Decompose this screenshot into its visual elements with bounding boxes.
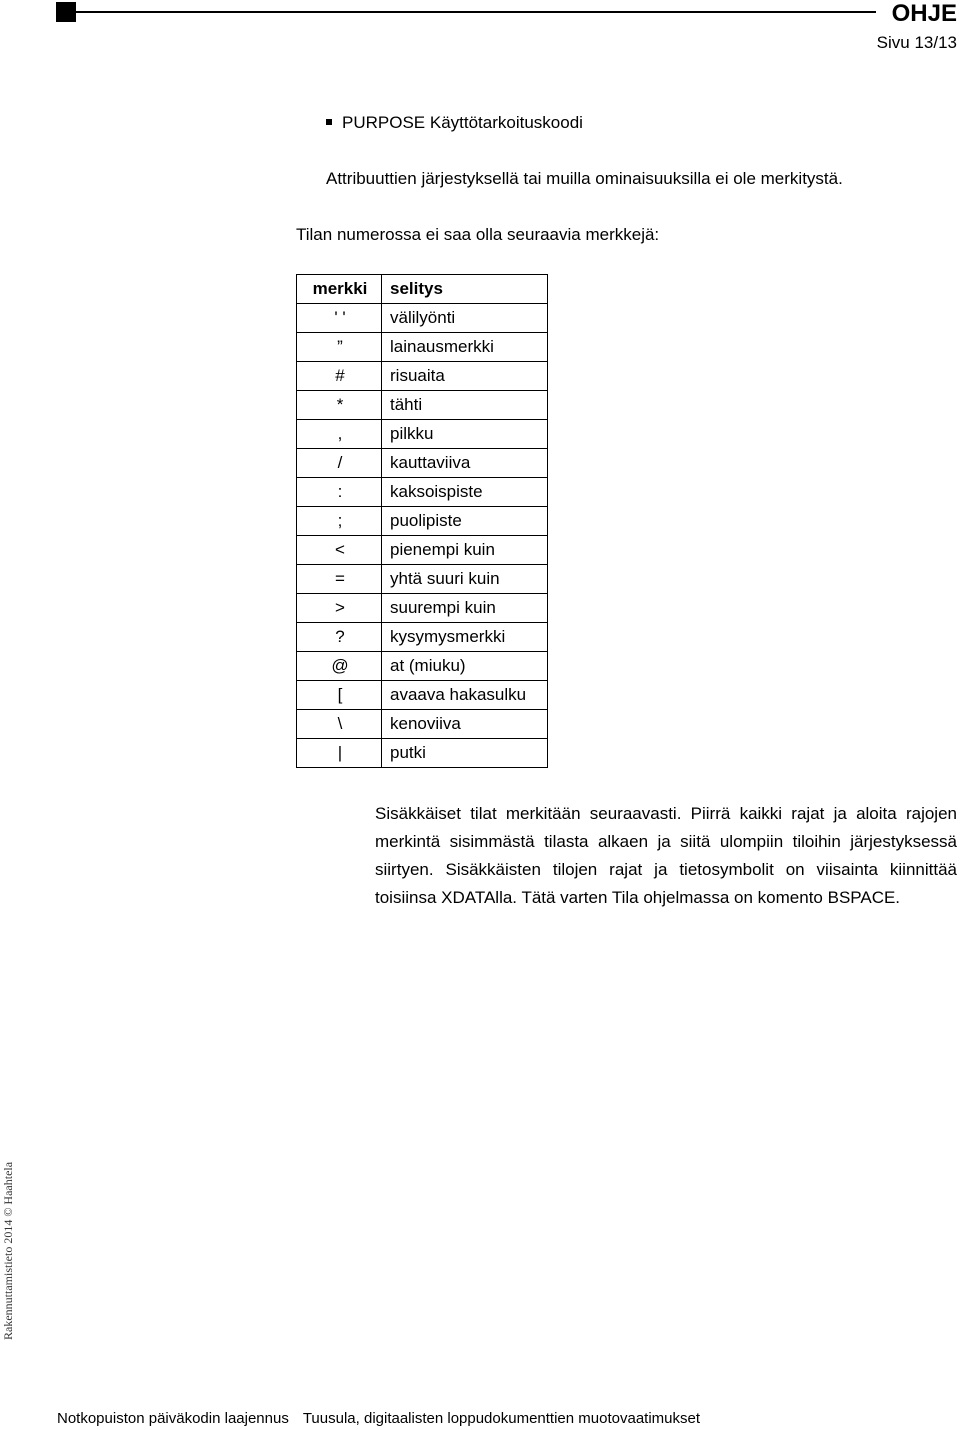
- description-cell: kaksoispiste: [382, 478, 548, 507]
- table-row: [297, 391, 548, 420]
- char-cell: ' ': [297, 304, 382, 333]
- table-row: [297, 739, 548, 768]
- char-cell: ,: [297, 420, 382, 449]
- table-row: [297, 594, 548, 623]
- description-cell: kysymysmerkki: [382, 623, 548, 652]
- table-header-row: [297, 275, 548, 304]
- attribute-order-note: Attribuuttien järjestyksellä tai muilla ominaisuuksilla ei ole merkitystä.: [326, 169, 843, 188]
- purpose-bullet: [326, 112, 583, 134]
- table-row: [297, 565, 548, 594]
- description-cell: pilkku: [382, 420, 548, 449]
- column-header-description: selitys: [382, 275, 548, 304]
- footer-project-name: Notkopuiston päiväkodin laajennus: [57, 1410, 289, 1427]
- forbidden-chars-intro: Tilan numerossa ei saa olla seuraavia merkkejä:: [296, 225, 660, 244]
- table-row: [297, 333, 548, 362]
- document-type: OHJE: [891, 0, 957, 27]
- char-cell: ?: [297, 623, 382, 652]
- description-cell: puolipiste: [382, 507, 548, 536]
- description-cell: at (miuku): [382, 652, 548, 681]
- description-cell: tähti: [382, 391, 548, 420]
- description-cell: avaava hakasulku: [382, 681, 548, 710]
- table-row: [297, 362, 548, 391]
- table-row: [297, 710, 548, 739]
- nested-spaces-paragraph: Sisäkkäiset tilat merkitään seuraavasti. Piirrä kaikki rajat ja aloita rajojen merkintä sisimmästä tilasta alkaen ja siitä ulompiin tiloihin järjestyksessä siirtyen. Sisäkkäisten tilojen rajat ja tietosymbolit on viisainta kiinnittää toisiinsa XDATAlla. Tätä varten Tila ohjelmassa on komento BSPACE.: [375, 804, 957, 907]
- char-cell: /: [297, 449, 382, 478]
- table-row: [297, 652, 548, 681]
- table-row: [297, 420, 548, 449]
- char-cell: |: [297, 739, 382, 768]
- char-cell: =: [297, 565, 382, 594]
- table-row: [297, 304, 548, 333]
- char-cell: \: [297, 710, 382, 739]
- column-header-char: merkki: [297, 275, 382, 304]
- header-black-square: [56, 2, 76, 22]
- description-cell: pienempi kuin: [382, 536, 548, 565]
- copyright-side-note: Rakennuttamistieto 2014 © Haahtela: [1, 1161, 15, 1340]
- char-cell: <: [297, 536, 382, 565]
- table-row: [297, 478, 548, 507]
- char-cell: #: [297, 362, 382, 391]
- table-row: [297, 536, 548, 565]
- description-cell: välilyönti: [382, 304, 548, 333]
- char-cell: *: [297, 391, 382, 420]
- description-cell: kenoviiva: [382, 710, 548, 739]
- description-cell: kauttaviiva: [382, 449, 548, 478]
- char-cell: [: [297, 681, 382, 710]
- table-row: [297, 623, 548, 652]
- char-cell: :: [297, 478, 382, 507]
- description-cell: risuaita: [382, 362, 548, 391]
- page-number: Sivu 13/13: [876, 33, 957, 52]
- description-cell: putki: [382, 739, 548, 768]
- purpose-bullet-text: PURPOSE Käyttötarkoituskoodi: [342, 113, 583, 132]
- footer-document-name: Tuusula, digitaalisten loppudokumenttien muotovaatimukset: [302, 1410, 701, 1427]
- char-cell: >: [297, 594, 382, 623]
- table-row: [297, 507, 548, 536]
- description-cell: yhtä suuri kuin: [382, 565, 548, 594]
- char-cell: ;: [297, 507, 382, 536]
- footer: [57, 1409, 700, 1429]
- header-rule: [76, 11, 876, 13]
- table-row: [297, 449, 548, 478]
- char-cell: ”: [297, 333, 382, 362]
- square-bullet-icon: [326, 119, 332, 125]
- description-cell: lainausmerkki: [382, 333, 548, 362]
- char-cell: @: [297, 652, 382, 681]
- description-cell: suurempi kuin: [382, 594, 548, 623]
- table-row: [297, 681, 548, 710]
- forbidden-characters-table: [296, 274, 548, 768]
